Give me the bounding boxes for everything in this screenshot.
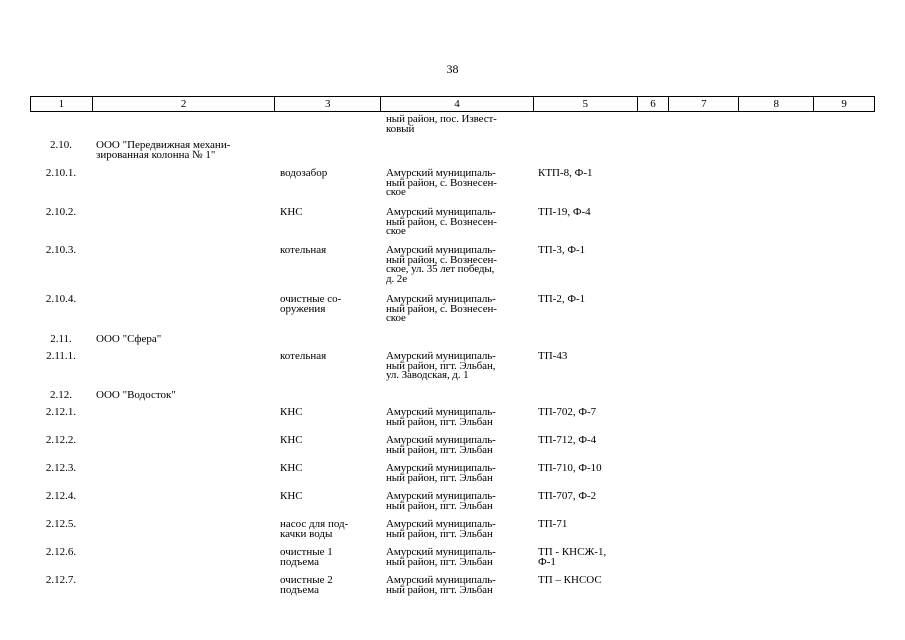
organization-name: ООО "Передвижная механи- зированная колонна № 1" (96, 139, 231, 161)
power-supply: ТП-710, Ф-10 (538, 462, 602, 474)
power-supply: ТП-19, Ф-4 (538, 206, 591, 218)
row-number: 2.12. (50, 389, 72, 401)
power-supply: ТП - КНСЖ-1, Ф-1 (538, 546, 607, 568)
power-supply: КТП-8, Ф-1 (538, 167, 593, 179)
object-name: очистные со- оружения (280, 293, 342, 315)
page-number: 38 (446, 62, 459, 76)
object-name: котельная (280, 244, 327, 256)
object-location: Амурский муниципаль- ный район, пгт. Эльбан (386, 518, 496, 540)
object-location: Амурский муниципаль- ный район, с. Вознесен- ское (386, 206, 497, 238)
object-name: насос для под- качки воды (280, 518, 349, 540)
power-supply: ТП-43 (538, 350, 568, 362)
column-header: 6 (638, 97, 670, 111)
power-supply: ТП-71 (538, 518, 568, 530)
row-number: 2.10. (50, 139, 72, 151)
row-number: 2.12.7. (45, 574, 77, 586)
object-name: КНС (280, 462, 303, 474)
column-header: 9 (841, 98, 847, 110)
row-number: 2.10.2. (45, 206, 77, 218)
table-header (30, 96, 875, 112)
object-name: водозабор (280, 167, 328, 179)
object-location: Амурский муниципаль- ный район, пгт. Эльбан (386, 406, 496, 428)
row-number: 2.10.3. (45, 244, 77, 256)
column-header: 7 (669, 97, 739, 111)
object-location: Амурский муниципаль- ный район, пгт. Эльбан, ул. Заводская, д. 1 (386, 350, 496, 382)
object-name: очистные 2 подъема (280, 574, 333, 596)
object-location: Амурский муниципаль- ный район, пгт. Эльбан (386, 462, 496, 484)
object-name: очистные 1 подъема (280, 546, 333, 568)
object-name: КНС (280, 490, 303, 502)
column-header: 8 (739, 97, 814, 111)
power-supply: ТП-3, Ф-1 (538, 244, 586, 256)
object-name: котельная (280, 350, 327, 362)
row-number: 2.11.1. (46, 350, 76, 362)
object-location: ный район, пос. Извест- ковый (386, 113, 497, 135)
row-number: 2.12.2. (45, 434, 77, 446)
column-header: 5 (534, 97, 638, 111)
object-location: Амурский муниципаль- ный район, пгт. Эльбан (386, 434, 496, 456)
row-number: 2.12.1. (45, 406, 77, 418)
column-header: 1 (31, 97, 93, 111)
object-location: Амурский муниципаль- ный район, с. Вознесен- ское (386, 293, 497, 325)
power-supply: ТП-712, Ф-4 (538, 434, 597, 446)
object-location: Амурский муниципаль- ный район, пгт. Эльбан (386, 574, 496, 596)
row-number: 2.10.4. (45, 293, 77, 305)
row-number: 2.12.5. (45, 518, 77, 530)
column-header: 3 (275, 97, 381, 111)
power-supply: ТП-702, Ф-7 (538, 406, 597, 418)
object-location: Амурский муниципаль- ный район, пгт. Эльбан (386, 546, 496, 568)
column-header: 4 (381, 97, 534, 111)
row-number: 2.12.6. (45, 546, 77, 558)
object-location: Амурский муниципаль- ный район, с. Вознесен- ское (386, 167, 497, 199)
object-name: КНС (280, 434, 303, 446)
column-header: 2 (93, 97, 276, 111)
row-number: 2.10.1. (45, 167, 77, 179)
row-number: 2.12.3. (45, 462, 77, 474)
object-name: КНС (280, 406, 303, 418)
organization-name: ООО "Водосток" (96, 389, 176, 401)
object-name: КНС (280, 206, 303, 218)
power-supply: ТП-2, Ф-1 (538, 293, 586, 305)
power-supply: ТП-707, Ф-2 (538, 490, 597, 502)
object-location: Амурский муниципаль- ный район, с. Вознесен- ское, ул. 35 лет победы, д. 2е (386, 244, 497, 285)
object-location: Амурский муниципаль- ный район, пгт. Эльбан (386, 490, 496, 512)
power-supply: ТП – КНСОС (538, 574, 602, 586)
row-number: 2.11. (50, 333, 72, 345)
row-number: 2.12.4. (45, 490, 77, 502)
organization-name: ООО "Сфера" (96, 333, 162, 345)
